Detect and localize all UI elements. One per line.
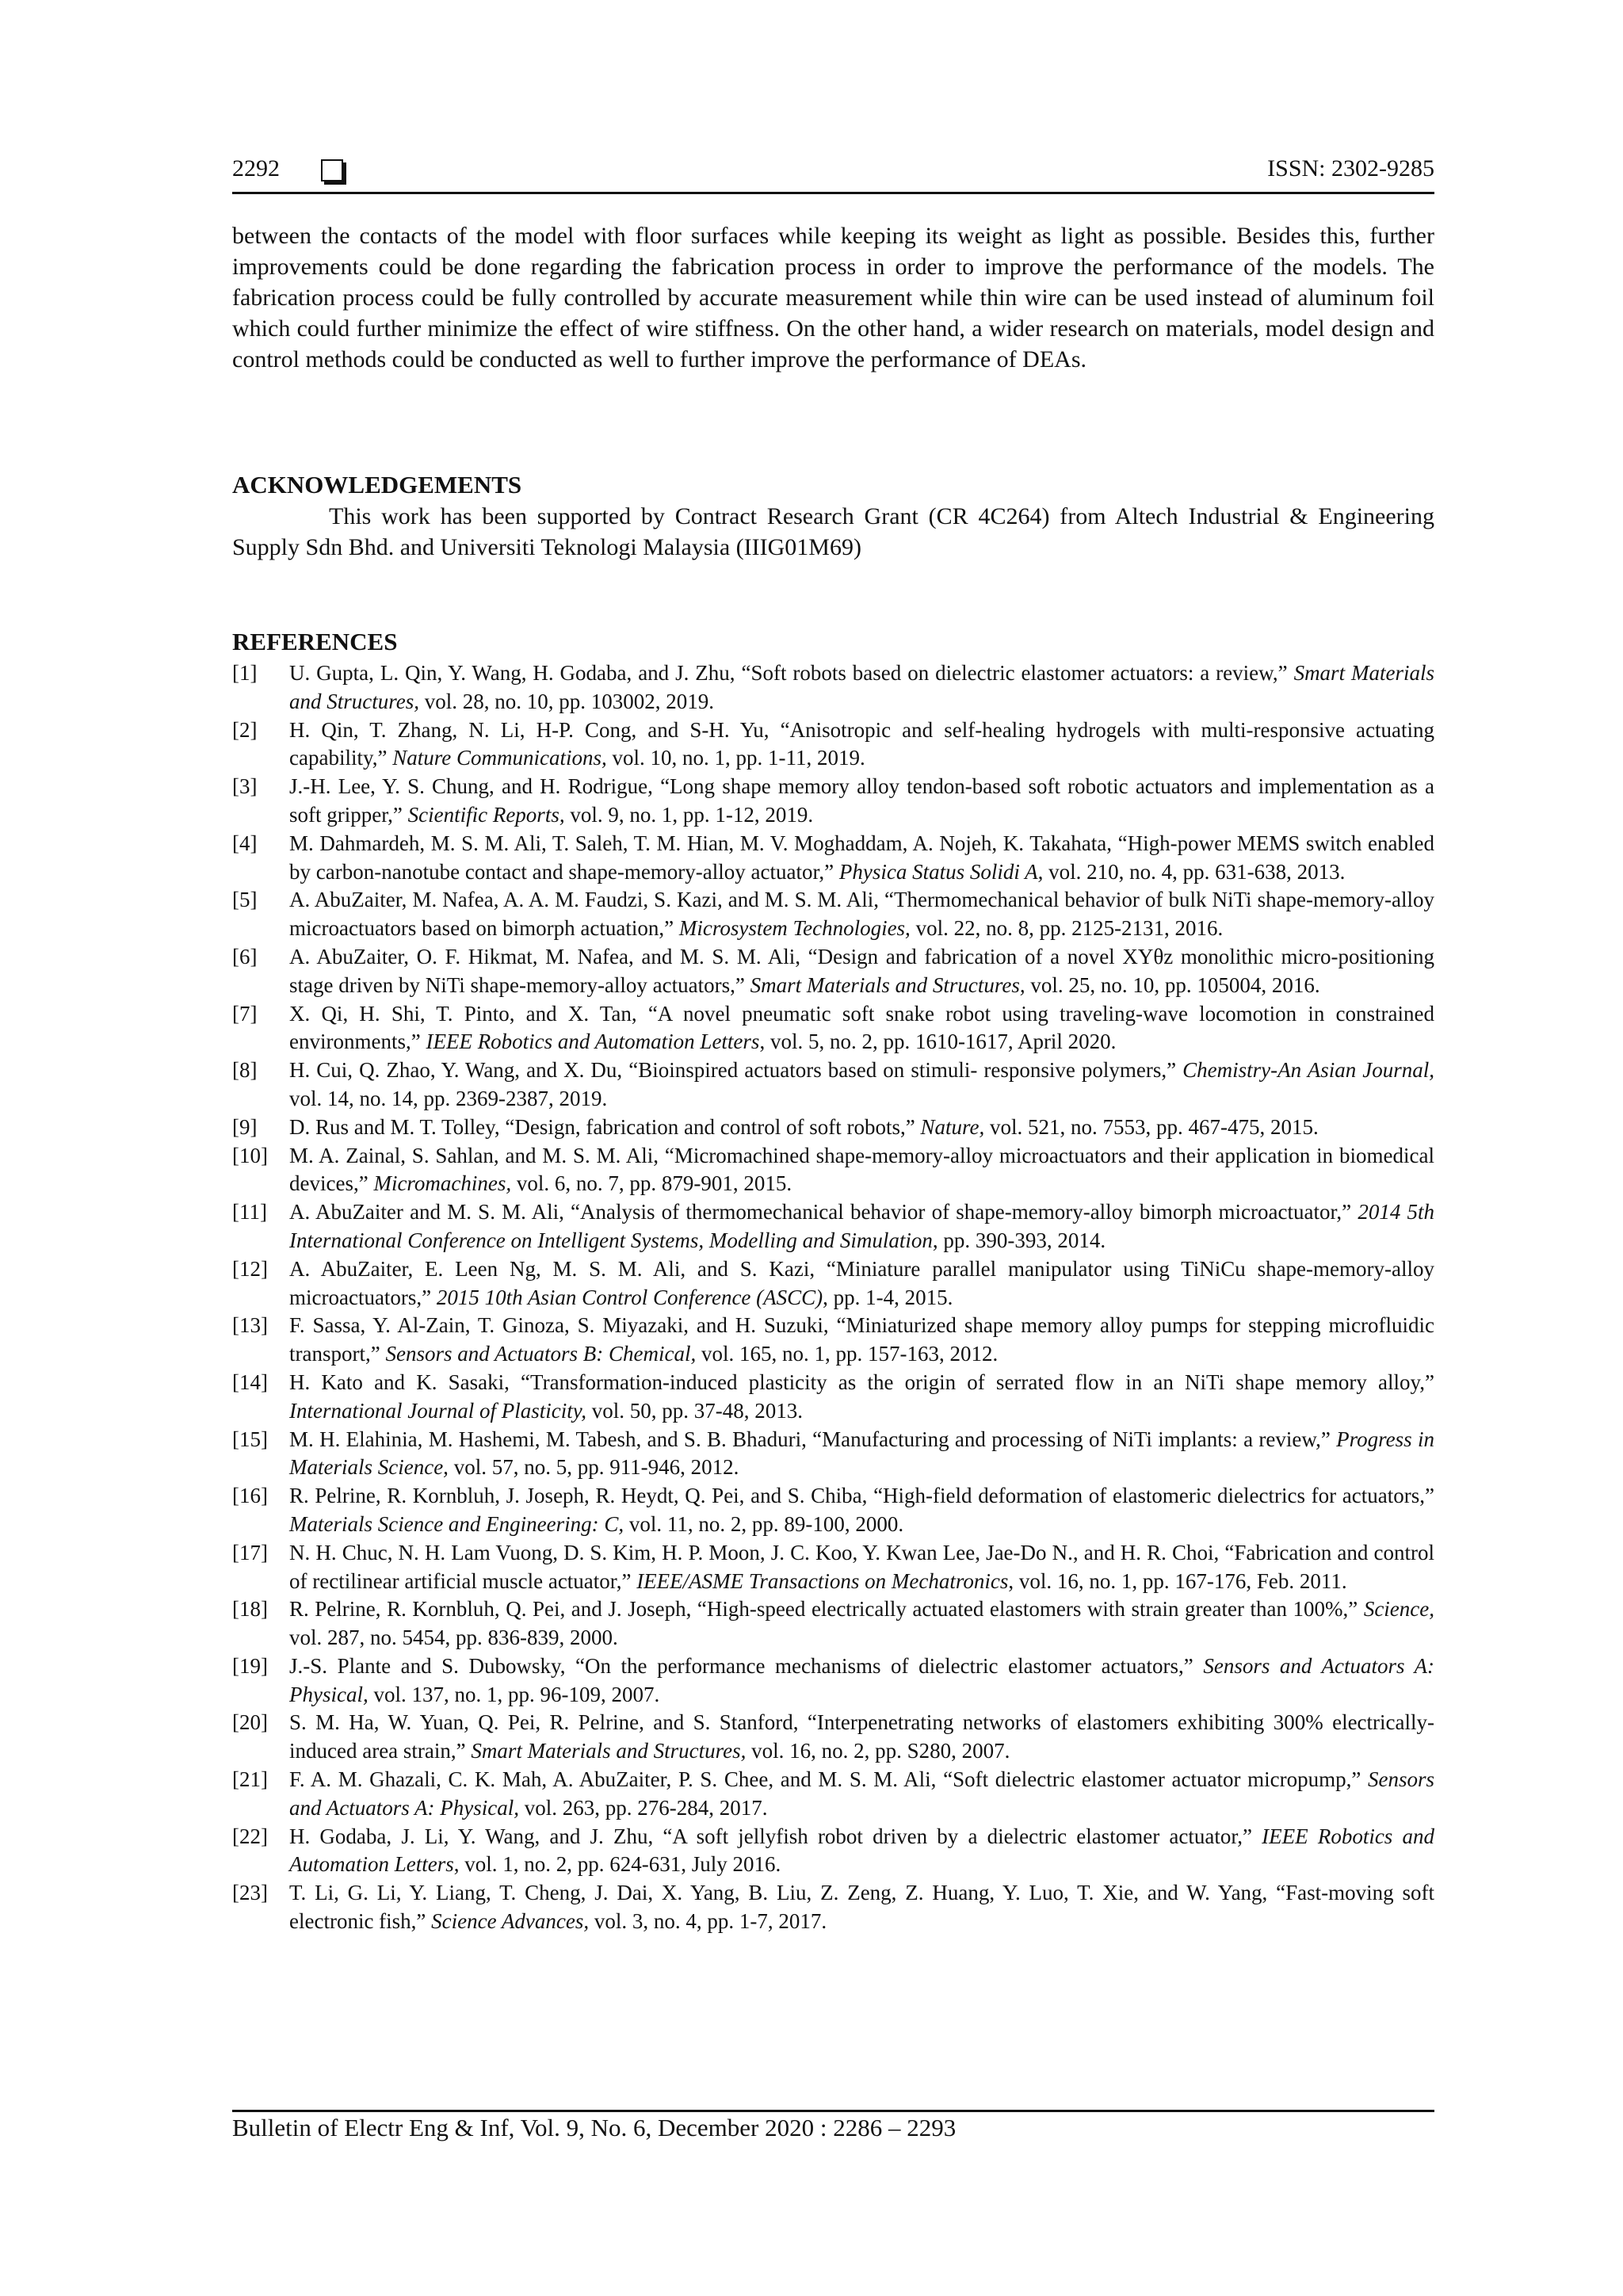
- reference-item: [232, 716, 1434, 774]
- reference-venue: Smart Materials and Structures,: [750, 972, 1025, 997]
- reference-venue: Progress in Materials Science,: [289, 1427, 1435, 1480]
- reference-details: vol. 14, no. 14, pp. 2369-2387, 2019.: [289, 1086, 608, 1110]
- reference-authors-title: F. A. M. Ghazali, C. K. Mah, A. AbuZaiter, P. S. Chee, and M. S. M. Ali, “Soft dielectric elastomer actuator micropump,”: [289, 1767, 1361, 1792]
- reference-number: [2]: [232, 717, 258, 742]
- reference-authors-title: M. A. Zainal, S. Sahlan, and M. S. M. Ali, “Micromachined shape-memory-alloy microactuators and their application in biomedical devices,”: [289, 1143, 1434, 1196]
- reference-number: [9]: [232, 1114, 258, 1139]
- reference-number: [6]: [232, 944, 258, 968]
- reference-details: vol. 28, no. 10, pp. 103002, 2019.: [424, 689, 715, 713]
- reference-authors-title: U. Gupta, L. Qin, Y. Wang, H. Godaba, and J. Zhu, “Soft robots based on dielectric elastomer actuators: a review,”: [289, 661, 1288, 685]
- reference-authors-title: N. H. Chuc, N. H. Lam Vuong, D. S. Kim, H. P. Moon, J. C. Koo, Y. Kwan Lee, Jae-Do N., and H. R. Choi, “Fabrication and control of rectilinear artificial muscle actuator,”: [289, 1540, 1434, 1593]
- reference-details: vol. 3, no. 4, pp. 1-7, 2017.: [594, 1909, 827, 1934]
- reference-details: vol. 137, no. 1, pp. 96-109, 2007.: [373, 1682, 660, 1706]
- reference-item: [232, 886, 1434, 943]
- reference-authors-title: M. H. Elahinia, M. Hashemi, M. Tabesh, and S. B. Bhaduri, “Manufacturing and processing of NiTi implants: a review,”: [289, 1427, 1331, 1451]
- reference-venue: Chemistry-An Asian Journal,: [1182, 1058, 1434, 1083]
- reference-venue: Microsystem Technologies,: [678, 916, 911, 941]
- reference-item: [232, 1539, 1434, 1596]
- reference-authors-title: A. AbuZaiter, M. Nafea, A. A. M. Faudzi, S. Kazi, and M. S. M. Ali, “Thermomechanical behavior of bulk NiTi shape-memory-alloy microactuators based on bimorph actuation,”: [289, 888, 1434, 941]
- page-number: 2292: [232, 155, 280, 181]
- reference-item: [232, 1000, 1434, 1057]
- reference-number: [3]: [232, 774, 258, 799]
- reference-text: [289, 1823, 1434, 1880]
- reference-venue: Science,: [1363, 1597, 1434, 1622]
- reference-venue: IEEE/ASME Transactions on Mechatronics: [636, 1568, 1009, 1593]
- acknowledgements-heading: ACKNOWLEDGEMENTS: [232, 471, 522, 499]
- reference-item: [232, 1823, 1434, 1880]
- reference-venue: Sensors and Actuators A: Physical,: [289, 1767, 1435, 1820]
- reference-text: [289, 1000, 1434, 1057]
- reference-details: vol. 6, no. 7, pp. 879-901, 2015.: [516, 1171, 792, 1196]
- reference-number: [22]: [232, 1824, 268, 1848]
- reference-number: [4]: [232, 831, 258, 855]
- reference-text: [289, 1426, 1434, 1483]
- reference-details: , vol. 16, no. 1, pp. 167-176, Feb. 2011.: [1008, 1568, 1347, 1593]
- reference-authors-title: T. Li, G. Li, Y. Liang, T. Cheng, J. Dai, X. Yang, B. Liu, Z. Zeng, Z. Huang, Y. Luo, T. Xie, and W. Yang, “Fast-moving soft electronic fish,”: [289, 1881, 1434, 1934]
- reference-item: [232, 1595, 1434, 1652]
- reference-authors-title: J.-S. Plante and S. Dubowsky, “On the performance mechanisms of dielectric elastomer actuators,”: [289, 1653, 1193, 1678]
- reference-venue: Smart Materials and Structures,: [289, 661, 1434, 713]
- reference-item: [232, 1879, 1434, 1936]
- reference-authors-title: A. AbuZaiter, O. F. Hikmat, M. Nafea, and M. S. M. Ali, “Design and fabrication of a novel XYθz monolithic micro-positioning stage driven by NiTi shape-memory-alloy actuators,”: [289, 944, 1434, 997]
- checkbox-square-icon: [321, 159, 343, 181]
- reference-details: vol. 25, no. 10, pp. 105004, 2016.: [1030, 972, 1320, 997]
- reference-authors-title: D. Rus and M. T. Tolley, “Design, fabrication and control of soft robots,”: [289, 1114, 915, 1139]
- reference-venue: IEEE Robotics and Automation Letters: [289, 1824, 1434, 1877]
- reference-venue: Sensors and Actuators B: Chemical,: [385, 1342, 697, 1366]
- reference-text: [289, 1056, 1434, 1114]
- reference-item: [232, 773, 1434, 830]
- reference-venue: Physica Status Solidi A,: [838, 859, 1044, 884]
- page-footer: Bulletin of Electr Eng & Inf, Vol. 9, No. 6, December 2020 : 2286 – 2293: [232, 2110, 1434, 2142]
- reference-number: [23]: [232, 1881, 268, 1905]
- reference-text: [289, 773, 1434, 830]
- reference-authors-title: H. Cui, Q. Zhao, Y. Wang, and X. Du, “Bioinspired actuators based on stimuli- responsive polymers,”: [289, 1058, 1177, 1083]
- reference-details: vol. 287, no. 5454, pp. 836-839, 2000.: [289, 1626, 618, 1650]
- reference-details: vol. 521, no. 7553, pp. 467-475, 2015.: [989, 1114, 1319, 1139]
- reference-item: [232, 1766, 1434, 1823]
- issn: ISSN: 2302-9285: [1267, 155, 1434, 181]
- reference-text: [289, 1142, 1434, 1199]
- reference-authors-title: R. Pelrine, R. Kornbluh, Q. Pei, and J. Joseph, “High-speed electrically actuated elastomers with strain greater than 100%,”: [289, 1597, 1358, 1622]
- reference-authors-title: S. M. Ha, W. Yuan, Q. Pei, R. Pelrine, and S. Stanford, “Interpenetrating networks of elastomers exhibiting 300% electrically-induced area strain,”: [289, 1710, 1434, 1763]
- reference-details: vol. 210, no. 4, pp. 631-638, 2013.: [1048, 859, 1346, 884]
- reference-number: [8]: [232, 1058, 258, 1083]
- reference-authors-title: A. AbuZaiter and M. S. M. Ali, “Analysis of thermomechanical behavior of shape-memory-alloy bimorph microactuator,”: [289, 1200, 1352, 1224]
- reference-item: [232, 1426, 1434, 1483]
- reference-number: [10]: [232, 1143, 268, 1167]
- reference-text: [289, 1312, 1434, 1369]
- reference-number: [17]: [232, 1540, 268, 1564]
- references-heading: REFERENCES: [232, 628, 398, 655]
- reference-authors-title: R. Pelrine, R. Kornbluh, J. Joseph, R. Heydt, Q. Pei, and S. Chiba, “High-field deformation of elastomeric dielectrics for actuators,”: [289, 1484, 1434, 1508]
- reference-text: [289, 830, 1434, 887]
- reference-number: [12]: [232, 1256, 268, 1281]
- reference-text: [289, 1255, 1434, 1312]
- reference-details: , pp. 390-393, 2014.: [932, 1228, 1106, 1252]
- reference-number: [13]: [232, 1313, 268, 1338]
- reference-text: [289, 1539, 1434, 1596]
- reference-text: [289, 659, 1434, 716]
- reference-details: , vol. 1, no. 2, pp. 624-631, July 2016.: [453, 1852, 781, 1877]
- reference-authors-title: J.-H. Lee, Y. S. Chung, and H. Rodrigue, “Long shape memory alloy tendon-based soft robotic actuators and implementation as a soft gripper,”: [289, 774, 1434, 827]
- reference-item: [232, 1482, 1434, 1539]
- reference-venue: 2014 5th International Conference on Intelligent Systems, Modelling and Simulation: [289, 1200, 1434, 1252]
- reference-number: [21]: [232, 1767, 268, 1792]
- reference-number: [11]: [232, 1200, 267, 1224]
- reference-authors-title: H. Godaba, J. Li, Y. Wang, and J. Zhu, “A soft jellyfish robot driven by a dielectric elastomer actuator,”: [289, 1824, 1252, 1848]
- reference-text: [289, 716, 1434, 774]
- reference-details: vol. 57, no. 5, pp. 911-946, 2012.: [453, 1455, 739, 1480]
- reference-item: [232, 943, 1434, 1000]
- reference-venue: Sensors and Actuators A: Physical,: [289, 1653, 1435, 1706]
- reference-authors-title: A. AbuZaiter, E. Leen Ng, M. S. M. Ali, and S. Kazi, “Miniature parallel manipulator using TiNiCu shape-memory-alloy microactuators,”: [289, 1256, 1434, 1309]
- reference-number: [20]: [232, 1710, 268, 1735]
- reference-text: [289, 1114, 1434, 1142]
- reference-text: [289, 1595, 1434, 1652]
- reference-number: [14]: [232, 1370, 268, 1394]
- reference-text: [289, 1879, 1434, 1936]
- reference-text: [289, 943, 1434, 1000]
- reference-venue: International Journal of Plasticity,: [289, 1398, 586, 1423]
- reference-item: [232, 1142, 1434, 1199]
- reference-item: [232, 1652, 1434, 1710]
- reference-text: [289, 886, 1434, 943]
- reference-venue: Science Advances,: [431, 1909, 590, 1934]
- reference-text: [289, 1766, 1434, 1823]
- reference-number: [18]: [232, 1597, 268, 1622]
- body-paragraph: between the contacts of the model with floor surfaces while keeping its weight as light as possible. Besides this, further improvements could be done regarding the fabrication process in order to improve the performance of the models. The fabrication process could be fully controlled by accurate measurement while thin wire can be used instead of aluminum foil which could further minimize the effect of wire stiffness. On the other hand, a wider research on materials, model design and control methods could be conducted as well to further improve the performance of DEAs.: [232, 223, 1434, 372]
- reference-details: , vol. 5, no. 2, pp. 1610-1617, April 2020.: [759, 1030, 1117, 1054]
- reference-authors-title: F. Sassa, Y. Al-Zain, T. Ginoza, S. Miyazaki, and H. Suzuki, “Miniaturized shape memory alloy pumps for stepping microfluidic transport,”: [289, 1313, 1434, 1366]
- reference-authors-title: M. Dahmardeh, M. S. M. Ali, T. Saleh, T. M. Hian, M. V. Moghaddam, A. Nojeh, K. Takahata, “High-power MEMS switch enabled by carbon-nanotube contact and shape-memory-alloy actuator,”: [289, 831, 1434, 884]
- reference-details: vol. 22, no. 8, pp. 2125-2131, 2016.: [915, 916, 1224, 941]
- reference-text: [289, 1369, 1434, 1426]
- reference-number: [7]: [232, 1001, 258, 1026]
- reference-number: [15]: [232, 1427, 268, 1451]
- reference-details: vol. 263, pp. 276-284, 2017.: [524, 1795, 768, 1820]
- reference-text: [289, 1709, 1434, 1766]
- reference-text: [289, 1482, 1434, 1539]
- reference-number: [1]: [232, 661, 258, 685]
- reference-details: vol. 50, pp. 37-48, 2013.: [591, 1398, 803, 1423]
- reference-venue: Nature,: [920, 1114, 985, 1139]
- reference-details: vol. 165, no. 1, pp. 157-163, 2012.: [701, 1342, 999, 1366]
- reference-number: [16]: [232, 1484, 268, 1508]
- reference-text: [289, 1652, 1434, 1710]
- reference-venue: Micromachines,: [373, 1171, 512, 1196]
- reference-authors-title: H. Kato and K. Sasaki, “Transformation-induced plasticity as the origin of serrated flow in an NiTi shape memory alloy,”: [289, 1370, 1434, 1394]
- reference-item: [232, 1198, 1434, 1255]
- reference-text: [289, 1198, 1434, 1255]
- reference-item: [232, 1709, 1434, 1766]
- reference-list: [232, 659, 1434, 1936]
- reference-authors-title: X. Qi, H. Shi, T. Pinto, and X. Tan, “A novel pneumatic soft snake robot using traveling-wave locomotion in constrained environments,”: [289, 1001, 1434, 1054]
- reference-venue: Materials Science and Engineering: C,: [289, 1511, 624, 1536]
- reference-details: vol. 11, no. 2, pp. 89-100, 2000.: [628, 1511, 904, 1536]
- reference-venue: Smart Materials and Structures,: [471, 1739, 747, 1763]
- reference-details: , pp. 1-4, 2015.: [823, 1285, 953, 1309]
- reference-item: [232, 1255, 1434, 1312]
- reference-venue: Scientific Reports,: [407, 802, 565, 827]
- reference-item: [232, 659, 1434, 716]
- reference-venue: 2015 10th Asian Control Conference (ASCC): [436, 1285, 823, 1309]
- reference-details: vol. 9, no. 1, pp. 1-12, 2019.: [570, 802, 814, 827]
- page-header: [232, 152, 1434, 194]
- reference-item: [232, 830, 1434, 887]
- reference-item: [232, 1369, 1434, 1426]
- reference-details: vol. 16, no. 2, pp. S280, 2007.: [751, 1739, 1010, 1763]
- reference-number: [19]: [232, 1653, 268, 1678]
- acknowledgements-text: This work has been supported by Contract Research Grant (CR 4C264) from Altech Industrial & Engineering Supply Sdn Bhd. and Universiti Teknologi Malaysia (IIIG01M69): [232, 503, 1434, 560]
- reference-item: [232, 1312, 1434, 1369]
- reference-details: vol. 10, no. 1, pp. 1-11, 2019.: [612, 746, 865, 770]
- reference-venue: IEEE Robotics and Automation Letters: [426, 1030, 760, 1054]
- reference-authors-title: H. Qin, T. Zhang, N. Li, H-P. Cong, and S-H. Yu, “Anisotropic and self-healing hydrogels with multi-responsive actuating capability,”: [289, 717, 1434, 770]
- reference-item: [232, 1056, 1434, 1114]
- reference-number: [5]: [232, 888, 258, 912]
- reference-item: [232, 1114, 1434, 1142]
- reference-venue: Nature Communications,: [392, 746, 607, 770]
